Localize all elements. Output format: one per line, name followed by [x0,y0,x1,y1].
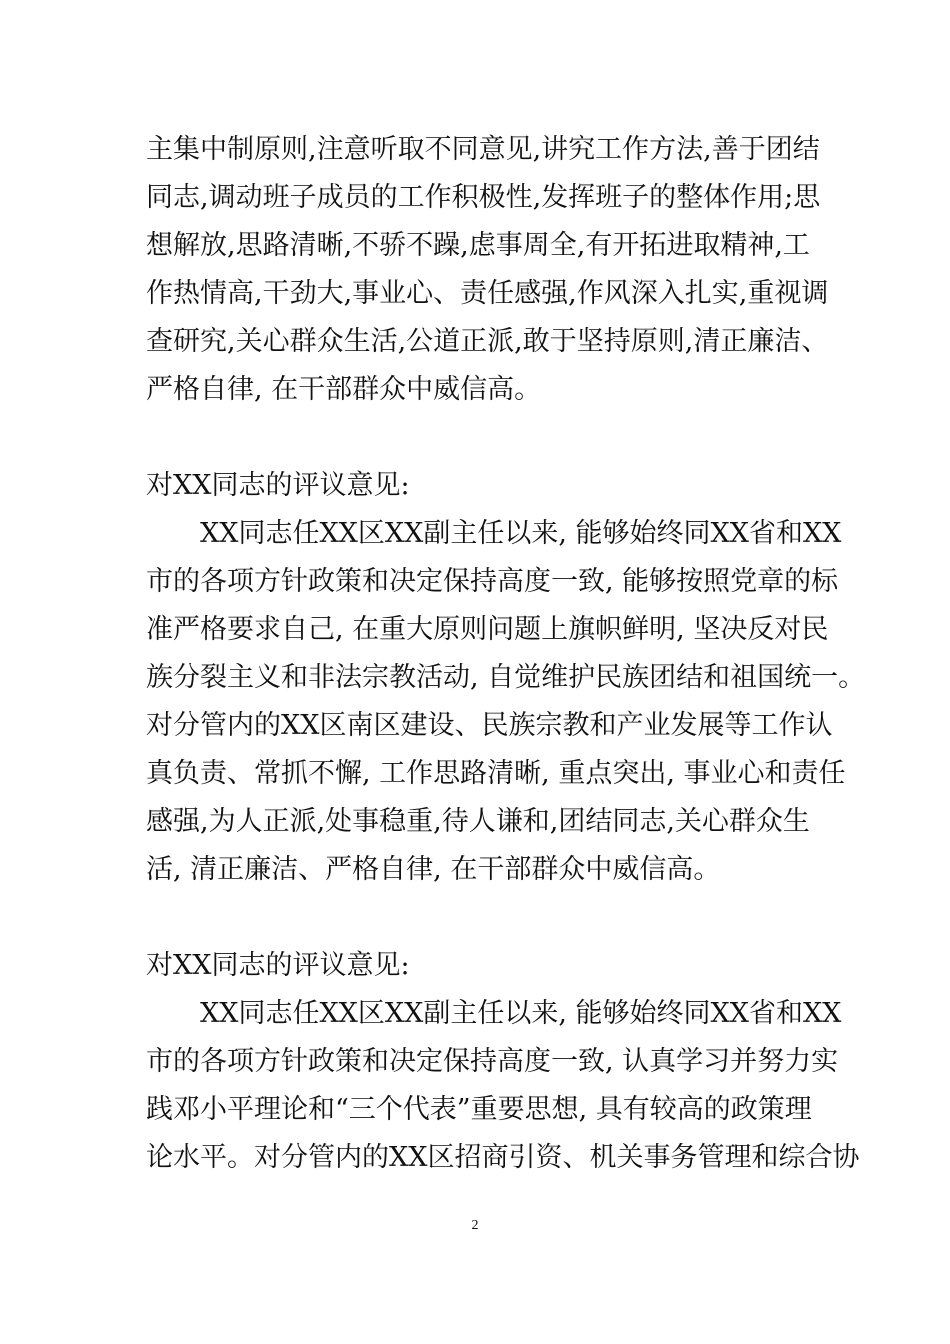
paragraph [146,510,866,894]
spacer [146,414,806,462]
text-line: 感强,为人正派,处事稳重,待人谦和,团结同志,关心群众生 [146,806,810,837]
text-line: 真负责、常抓不懈, 工作思路清晰, 重点突出, 事业心和责任 [146,758,846,789]
text-line: 准严格要求自己, 在重大原则问题上旗帜鲜明, 坚决反对民 [146,614,829,645]
paragraph [146,990,860,1182]
paragraph-continued [146,126,829,414]
section-heading: 对XX同志的评议意见: [146,470,410,501]
text-line: 对分管内的XX区南区建设、民族宗教和产业发展等工作认 [146,710,833,741]
text-line: 论水平。对分管内的XX区招商引资、机关事务管理和综合协 [146,1142,860,1173]
text-line: 活, 清正廉洁、严格自律, 在干部群众中威信高。 [146,854,721,885]
text-line: 想解放,思路清晰,不骄不躁,虑事周全,有开拓进取精神,工 [146,230,810,261]
spacer [146,894,806,942]
document-body [146,126,866,1182]
page-number: 2 [471,1218,479,1233]
text-line: 查研究,关心群众生活,公道正派,敢于坚持原则,清正廉洁、 [146,326,829,357]
text-line: 践邓小平理论和“三个代表”重要思想, 具有较高的政策理 [146,1094,812,1125]
text-line: 族分裂主义和非法宗教活动, 自觉维护民族团结和祖国统一。 [146,662,866,693]
text-line: XX同志任XX区XX副主任以来, 能够始终同XX省和XX [200,998,842,1029]
text-line: 主集中制原则,注意听取不同意见,讲究工作方法,善于团结 [146,134,820,165]
text-line: 作热情高,干劲大,事业心、责任感强,作风深入扎实,重视调 [146,278,829,309]
text-line: 市的各项方针政策和决定保持高度一致, 认真学习并努力实 [146,1046,839,1077]
text-line: 同志,调动班子成员的工作积极性,发挥班子的整体作用;思 [146,182,821,213]
text-line: XX同志任XX区XX副主任以来, 能够始终同XX省和XX [200,518,842,549]
text-line: 严格自律, 在干部群众中威信高。 [146,374,542,405]
text-line: 市的各项方针政策和决定保持高度一致, 能够按照党章的标 [146,566,839,597]
section-heading: 对XX同志的评议意见: [146,950,410,981]
